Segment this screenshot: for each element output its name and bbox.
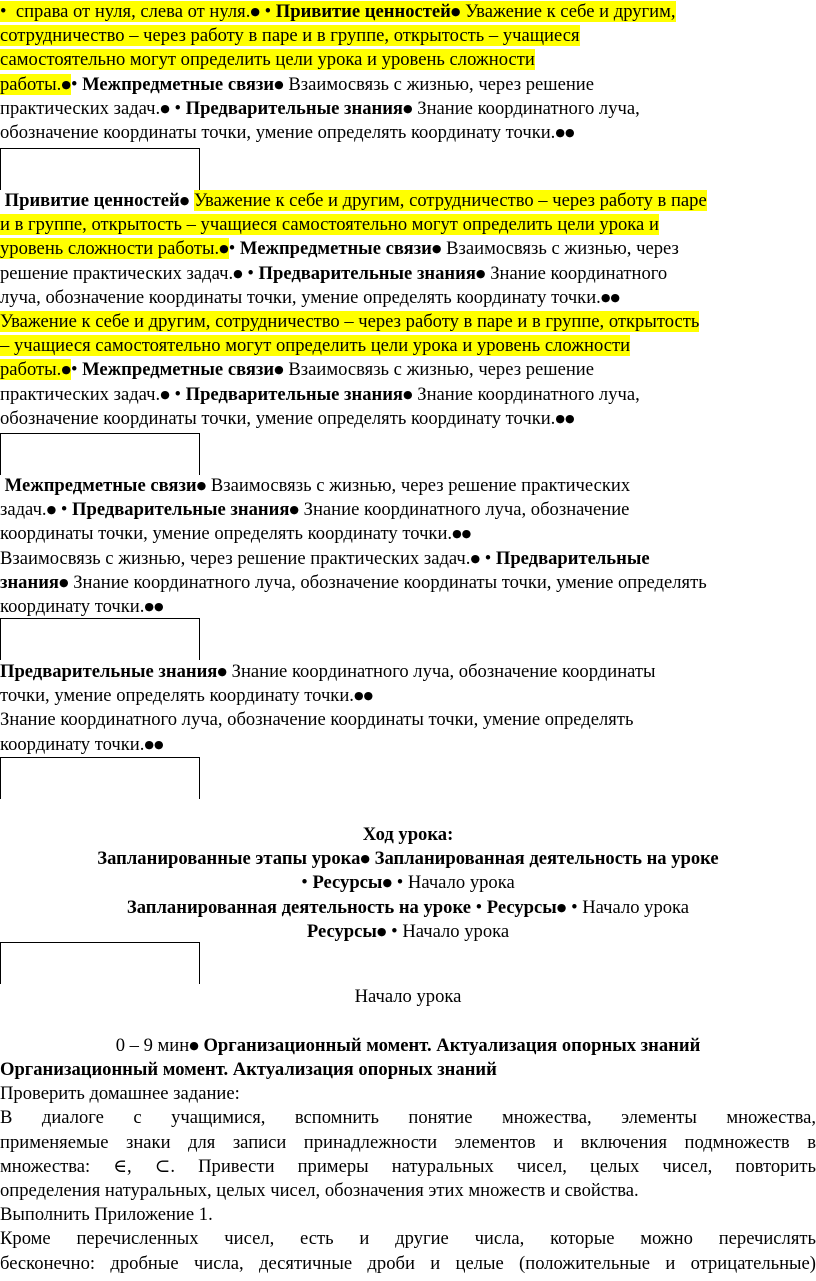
heading-links: Межпредметные связи — [239, 238, 432, 260]
heading-links: Межпредметные связи — [4, 475, 197, 496]
bullet-icon: • — [60, 499, 68, 521]
empty-table-cell — [0, 757, 200, 799]
objectives-block-4 — [0, 660, 816, 757]
text-line — [0, 684, 816, 708]
text-fragment: решение практических задач. — [0, 262, 234, 284]
bullet-icon: ● — [555, 411, 565, 425]
empty-table-cell — [0, 433, 200, 475]
bullet-icon: ● — [274, 363, 284, 377]
text-line: определения натуральных, целых чисел, обозначения этих множеств и свойства. — [0, 1179, 639, 1201]
text-line — [0, 262, 816, 286]
bullet-icon: • — [264, 1, 272, 22]
text-fragment: координаты точки, умение определять координату точки. — [0, 523, 453, 545]
text-fragment: Знание координатного луча, обозначение координаты точки, умение определять — [73, 571, 707, 593]
text-line: сотрудничество – через работу в паре и в группе, открытость – учащиеся — [0, 25, 580, 47]
bullet-icon: • — [571, 896, 578, 918]
bullet-icon: ● — [274, 77, 284, 91]
text-fragment: справа от нуля, слева от нуля. — [15, 1, 251, 22]
bullet-icon: ● — [610, 290, 621, 304]
bullet-icon: ● — [196, 479, 207, 492]
text-line: множества: ∈, ⊂. Привести примеры натуральных чисел, целых чисел, повторить — [0, 1155, 816, 1177]
text-line — [0, 571, 816, 595]
bullet-icon: ● — [46, 503, 57, 517]
text-line — [0, 121, 816, 145]
text-line — [0, 660, 816, 684]
text-fragment: Знание координатного луча, обозначение координаты точки, умение определять — [0, 709, 634, 731]
text-line — [0, 896, 816, 920]
bullet-icon: • — [174, 97, 181, 119]
section-title: Ход урока: — [362, 824, 454, 845]
bullet-icon: ● — [289, 503, 299, 517]
bullet-icon: • — [70, 359, 78, 381]
stage-time-line — [0, 1034, 816, 1058]
bullet-icon: ● — [470, 551, 481, 565]
text-fragment: практических задач. — [0, 383, 161, 405]
text-line — [0, 498, 816, 522]
text-fragment: Взаимосвязь с жизнью, через решение — [288, 359, 594, 381]
text-line: бесконечно: дробные числа, десятичные дроби и целые (положительные и отрицательные) — [0, 1252, 816, 1274]
bullet-icon: ● — [61, 77, 71, 91]
text-fragment: практических задач. — [0, 97, 161, 119]
text-fragment: Взаимосвязь с жизнью, через решение практических — [210, 475, 631, 496]
text-line: применяемые знаки для записи принадлежности элементов и включения подмножеств в — [0, 1131, 816, 1153]
bullet-icon: ● — [382, 876, 393, 890]
text-line — [0, 847, 816, 871]
bullet-icon: ● — [450, 5, 461, 18]
text-fragment: уровень сложности работы. — [0, 238, 220, 260]
bullet-icon: • — [484, 547, 492, 569]
bullet-icon: ● — [403, 101, 413, 115]
text-line: – учащиеся самостоятельно могут определить цели урока и уровень сложности — [0, 335, 631, 357]
text-fragment: обозначение координаты точки, умение определять координату точки. — [0, 407, 556, 429]
bullet-icon: ● — [564, 125, 575, 139]
bullet-icon: ● — [153, 737, 164, 751]
heading-resources: Ресурсы — [312, 872, 383, 894]
heading-stages: Запланированные этапы урока — [97, 848, 361, 870]
text-fragment: Знание координатного луча, обозначение координаты — [231, 661, 656, 682]
text-line — [0, 0, 816, 24]
empty-table-cell — [0, 942, 200, 984]
bullet-icon: • — [391, 920, 398, 942]
heading-knowledge: знания — [0, 571, 59, 593]
text-line — [0, 189, 816, 213]
text-line: Проверить домашнее задание: — [0, 1083, 240, 1105]
text-line — [0, 920, 816, 944]
text-line — [0, 871, 816, 895]
heading-knowledge: Предварительные знания — [185, 383, 403, 405]
text-fragment: Знание координатного луча, — [417, 97, 640, 119]
text-fragment: Начало урока — [407, 872, 515, 894]
bullet-icon: • — [174, 383, 181, 405]
bullet-icon: ● — [189, 1039, 199, 1052]
bullet-icon: • — [475, 896, 483, 918]
lesson-body — [0, 1058, 816, 1276]
bullet-icon: ● — [555, 125, 565, 139]
text-line: и в группе, открытость – учащиеся самостоятельно могут определить цели урока и — [0, 214, 659, 236]
empty-table-cell — [0, 618, 200, 660]
text-line — [0, 407, 816, 431]
text-fragment: Знание координатного луча, обозначение — [303, 499, 630, 521]
text-fragment: Уважение к себе и другим, — [465, 1, 676, 22]
text-line — [0, 286, 816, 310]
stage-heading: Организационный момент. Актуализация опорных знаний — [0, 1059, 497, 1080]
objectives-block-3 — [0, 474, 816, 619]
text-fragment: Уважение к себе и другим, сотрудничество – через работу в паре — [193, 190, 707, 211]
heading-knowledge: Предварительные знания — [0, 661, 218, 682]
text-fragment: работы. — [0, 359, 62, 381]
heading-knowledge: Предварительные знания — [185, 97, 403, 119]
heading-links: Межпредметные связи — [82, 73, 275, 95]
text-line — [0, 237, 816, 261]
objectives-block-2 — [0, 189, 816, 431]
bullet-icon: ● — [376, 924, 387, 938]
bullet-icon: ● — [219, 242, 229, 256]
heading-values: Привитие ценностей — [275, 1, 451, 22]
bullet-icon: ● — [452, 527, 462, 541]
lesson-start-label: Начало урока — [354, 986, 462, 1007]
heading-values: Привитие ценностей — [4, 190, 180, 211]
bullet-icon: ● — [160, 101, 170, 115]
text-fragment: Знание координатного луча, — [417, 383, 640, 405]
bullet-icon: ● — [58, 575, 69, 589]
bullet-icon: ● — [144, 737, 154, 751]
text-fragment: работы. — [0, 73, 62, 95]
text-fragment: координату точки. — [0, 733, 145, 755]
bullet-icon: ● — [179, 194, 190, 207]
objectives-block-1 — [0, 0, 816, 145]
bullet-icon: ● — [160, 387, 170, 401]
text-fragment: Начало урока — [582, 896, 690, 918]
text-line: В диалоге с учащимися, вспомнить понятие множества, элементы множества, — [0, 1107, 816, 1129]
text-line: Кроме перечисленных чисел, есть и другие числа, которые можно перечислять — [0, 1228, 816, 1250]
text-line — [0, 97, 816, 121]
bullet-icon: • — [70, 73, 78, 95]
bullet-icon: ● — [217, 665, 227, 678]
empty-table-cell — [0, 148, 200, 190]
heading-activity: Запланированная деятельность на уроке — [374, 848, 719, 870]
text-fragment: обозначение координаты точки, умение определять координату точки. — [0, 121, 556, 143]
bullet-icon: ● — [475, 266, 486, 280]
text-line — [0, 383, 816, 407]
text-line: Выполнить Приложение 1. — [0, 1204, 213, 1226]
heading-knowledge: Предварительные знания — [258, 262, 476, 284]
lesson-progress-header — [0, 823, 816, 944]
heading-activity: Запланированная деятельность на уроке — [126, 896, 471, 918]
text-line: самостоятельно могут определить цели урока и уровень сложности — [0, 49, 535, 71]
heading-knowledge: Предварительные знания — [72, 499, 290, 521]
time-range: 0 – 9 мин — [115, 1035, 190, 1056]
heading-resources: Ресурсы — [306, 920, 377, 942]
text-line — [0, 547, 816, 571]
bullet-icon: • — [396, 872, 404, 894]
text-fragment: координату точки. — [0, 595, 145, 617]
bullet-icon: ● — [564, 411, 575, 425]
text-fragment: Взаимосвязь с жизнью, через решение — [288, 73, 594, 95]
bullet-icon: ● — [144, 599, 154, 613]
text-fragment: Взаимосвязь с жизнью, через — [446, 238, 679, 260]
text-fragment: Взаимосвязь с жизнью, через решение практических задач. — [0, 547, 471, 569]
bullet-icon: ● — [600, 290, 611, 304]
bullet-icon: ● — [363, 689, 374, 703]
bullet-icon: ● — [61, 363, 71, 377]
bullet-icon: ● — [153, 599, 164, 613]
bullet-icon: • — [301, 872, 308, 894]
text-fragment: задач. — [0, 499, 47, 521]
bullet-icon: ● — [250, 5, 260, 18]
bullet-icon: • — [0, 1, 7, 22]
text-line — [0, 73, 816, 97]
text-line — [0, 733, 816, 757]
heading-links: Межпредметные связи — [82, 359, 275, 381]
bullet-icon: ● — [431, 242, 442, 256]
text-fragment: луча, обозначение координаты точки, умение определять координату точки. — [0, 286, 601, 308]
text-line: Уважение к себе и другим, сотрудничество – через работу в паре и в группе, открытость — [0, 310, 700, 332]
text-fragment: Начало урока — [402, 920, 510, 942]
bullet-icon: ● — [461, 527, 472, 541]
bullet-icon: ● — [233, 266, 243, 280]
text-line — [0, 522, 816, 546]
bullet-icon: ● — [353, 689, 364, 703]
text-line — [0, 474, 816, 498]
bullet-icon: • — [228, 238, 236, 260]
heading-resources: Ресурсы — [486, 896, 557, 918]
text-fragment: точки, умение определять координату точки. — [0, 685, 354, 707]
text-line — [0, 708, 816, 732]
heading-knowledge: Предварительные — [495, 547, 650, 569]
text-fragment: Знание координатного — [490, 262, 668, 284]
text-line — [0, 358, 816, 382]
bullet-icon: ● — [360, 852, 370, 866]
bullet-icon: ● — [556, 900, 567, 914]
text-line — [0, 595, 816, 619]
bullet-icon: • — [247, 262, 254, 284]
stage-title: Организационный момент. Актуализация опорных знаний — [203, 1035, 701, 1056]
bullet-icon: ● — [403, 387, 413, 401]
